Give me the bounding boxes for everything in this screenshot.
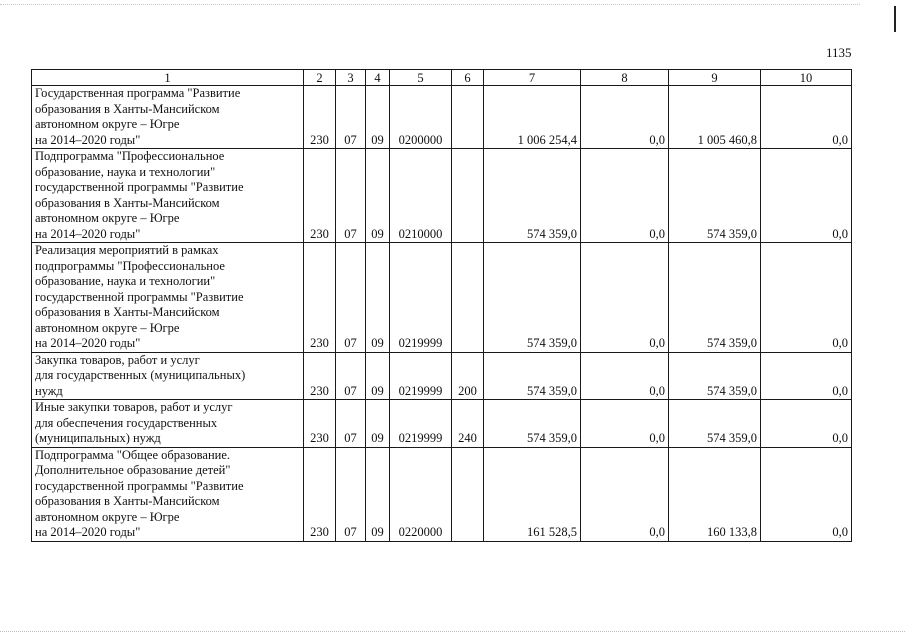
target-article-cell: 0219999 — [390, 243, 452, 353]
table-row — [32, 352, 852, 400]
ministry-code-cell: 230 — [304, 243, 336, 353]
target-article-cell: 0210000 — [390, 149, 452, 243]
ministry-code-cell: 230 — [304, 149, 336, 243]
row-name-line: образования в Ханты-Мансийском — [35, 494, 220, 508]
column-header: 10 — [761, 70, 852, 86]
scan-edge-top — [0, 4, 860, 6]
row-name-cell — [32, 447, 304, 541]
section-code-cell: 07 — [336, 149, 366, 243]
amount-cell: 1 005 460,8 — [669, 86, 761, 149]
section-code-cell: 07 — [336, 352, 366, 400]
ministry-code-cell: 230 — [304, 447, 336, 541]
expense-type-cell — [452, 243, 484, 353]
amount-cell: 574 359,0 — [484, 243, 581, 353]
amount-cell: 0,0 — [581, 400, 669, 448]
amount-cell: 161 528,5 — [484, 447, 581, 541]
amount-cell: 0,0 — [761, 352, 852, 400]
row-name-line: (муниципальных) нужд — [35, 431, 161, 445]
row-name-line: автономном округе – Югре — [35, 211, 180, 225]
table-header-row — [32, 70, 852, 86]
row-name-line: подпрограммы "Профессиональное — [35, 258, 225, 273]
row-name-line: Подпрограмма "Профессиональное — [35, 149, 225, 163]
amount-cell: 0,0 — [581, 243, 669, 353]
amount-cell: 574 359,0 — [669, 243, 761, 353]
subsection-code-cell: 09 — [366, 149, 390, 243]
row-name-line: автономном округе – Югре — [35, 117, 180, 131]
row-name-line: Дополнительное образование детей" — [35, 463, 231, 477]
row-name-line: на 2014–2020 годы" — [35, 226, 141, 241]
row-name-line: Подпрограмма "Общее образование. — [35, 447, 230, 462]
ministry-code-cell: 230 — [304, 400, 336, 448]
row-name-line: образования в Ханты-Мансийском — [35, 195, 220, 210]
row-name-line: автономном округе – Югре — [35, 509, 180, 524]
row-name-line: для государственных (муниципальных) — [35, 368, 246, 382]
row-name-line: Реализация мероприятий в рамках — [35, 243, 219, 257]
row-name-line: на 2014–2020 годы" — [35, 132, 141, 147]
amount-cell: 0,0 — [761, 149, 852, 243]
page-number: 1135 — [826, 45, 852, 60]
column-header: 1 — [32, 70, 304, 86]
column-header: 3 — [336, 70, 366, 86]
expense-type-cell: 200 — [452, 352, 484, 400]
amount-cell: 0,0 — [581, 149, 669, 243]
subsection-code-cell: 09 — [366, 447, 390, 541]
row-name-line: Закупка товаров, работ и услуг — [35, 352, 200, 367]
amount-cell: 1 006 254,4 — [484, 86, 581, 149]
amount-cell: 574 359,0 — [669, 149, 761, 243]
row-name-line: Иные закупки товаров, работ и услуг — [35, 400, 233, 414]
amount-cell: 0,0 — [581, 447, 669, 541]
row-name-cell — [32, 243, 304, 353]
amount-cell: 0,0 — [761, 447, 852, 541]
table-row — [32, 243, 852, 353]
section-code-cell: 07 — [336, 243, 366, 353]
amount-cell: 574 359,0 — [484, 149, 581, 243]
section-code-cell: 07 — [336, 447, 366, 541]
subsection-code-cell: 09 — [366, 243, 390, 353]
target-article-cell: 0219999 — [390, 400, 452, 448]
table-body — [32, 86, 852, 542]
amount-cell: 0,0 — [761, 243, 852, 353]
table-row — [32, 86, 852, 149]
target-article-cell: 0219999 — [390, 352, 452, 400]
row-name-cell — [32, 149, 304, 243]
row-name-cell — [32, 400, 304, 448]
amount-cell: 0,0 — [581, 86, 669, 149]
subsection-code-cell: 09 — [366, 86, 390, 149]
row-name-line: автономном округе – Югре — [35, 320, 180, 335]
amount-cell: 574 359,0 — [669, 352, 761, 400]
expense-type-cell — [452, 149, 484, 243]
row-name-cell — [32, 352, 304, 400]
row-name-line: на 2014–2020 годы" — [35, 336, 141, 350]
scan-mark — [894, 6, 896, 32]
expense-type-cell — [452, 86, 484, 149]
amount-cell: 0,0 — [761, 400, 852, 448]
row-name-line: государственной программы "Развитие — [35, 478, 244, 493]
column-header: 4 — [366, 70, 390, 86]
row-name-line: государственной программы "Развитие — [35, 289, 244, 304]
scan-edge-bottom — [0, 631, 905, 633]
row-name-line: образование, наука и технологии" — [35, 164, 216, 179]
row-name-line: государственной программы "Развитие — [35, 180, 244, 194]
row-name-line: нужд — [35, 383, 63, 398]
target-article-cell: 0220000 — [390, 447, 452, 541]
subsection-code-cell: 09 — [366, 400, 390, 448]
amount-cell: 574 359,0 — [669, 400, 761, 448]
amount-cell: 0,0 — [761, 86, 852, 149]
column-header: 9 — [669, 70, 761, 86]
target-article-cell: 0200000 — [390, 86, 452, 149]
row-name-line: образование, наука и технологии" — [35, 274, 216, 288]
section-code-cell: 07 — [336, 400, 366, 448]
ministry-code-cell: 230 — [304, 86, 336, 149]
row-name-line: Государственная программа "Развитие — [35, 86, 241, 100]
row-name-line: для обеспечения государственных — [35, 415, 218, 430]
table-row — [32, 149, 852, 243]
expense-type-cell — [452, 447, 484, 541]
row-name-line: на 2014–2020 годы" — [35, 525, 141, 539]
column-header: 8 — [581, 70, 669, 86]
expense-type-cell: 240 — [452, 400, 484, 448]
amount-cell: 0,0 — [581, 352, 669, 400]
column-header: 6 — [452, 70, 484, 86]
row-name-cell — [32, 86, 304, 149]
amount-cell: 574 359,0 — [484, 352, 581, 400]
table-row — [32, 447, 852, 541]
column-header: 7 — [484, 70, 581, 86]
amount-cell: 574 359,0 — [484, 400, 581, 448]
section-code-cell: 07 — [336, 86, 366, 149]
column-header: 5 — [390, 70, 452, 86]
column-header: 2 — [304, 70, 336, 86]
row-name-line: образования в Ханты-Мансийском — [35, 305, 220, 319]
ministry-code-cell: 230 — [304, 352, 336, 400]
subsection-code-cell: 09 — [366, 352, 390, 400]
table-row — [32, 400, 852, 448]
row-name-line: образования в Ханты-Мансийском — [35, 101, 220, 116]
amount-cell: 160 133,8 — [669, 447, 761, 541]
budget-table — [31, 69, 852, 542]
